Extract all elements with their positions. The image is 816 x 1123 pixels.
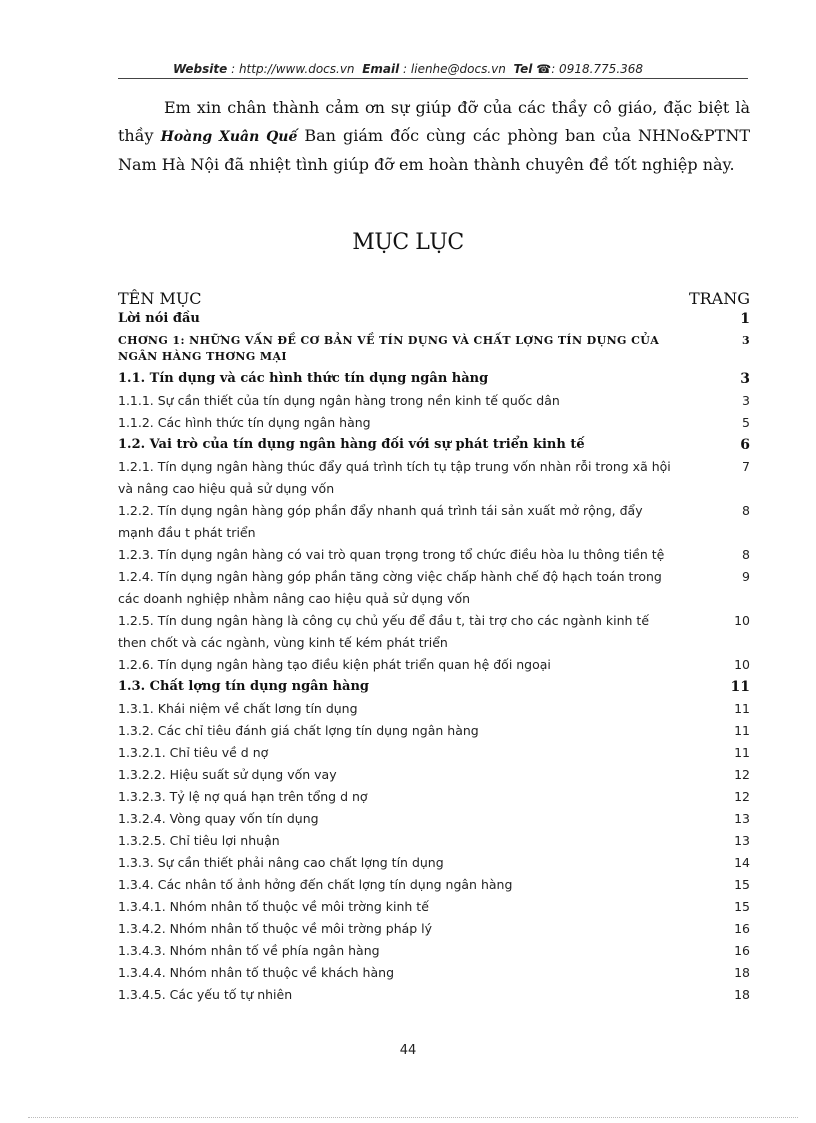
toc-header-right: TRANG — [688, 289, 750, 308]
toc-entry-title: 1.1.2. Các hình thức tín dụng ngân hàng — [118, 415, 371, 430]
toc-header-row — [118, 286, 750, 308]
toc-entry — [118, 412, 750, 434]
toc-entry-title: 1.3.2.3. Tỷ lệ nợ quá hạn trên tổng d nợ — [118, 789, 368, 804]
toc-entry — [118, 742, 750, 764]
toc-entry — [118, 368, 750, 390]
toc-entry-title: 1.3.4.4. Nhóm nhân tố thuộc về khách hàng — [118, 965, 395, 980]
toc-entry-page: 11 — [734, 701, 750, 716]
toc-entry-title: 1.3.4. Các nhân tố ảnh hởng đến chất lợng tín dụng ngân hàng — [118, 877, 513, 892]
toc-entry-title: 1.2. Vai trò của tín dụng ngân hàng đối với sự phát triển kinh tế — [118, 437, 585, 452]
toc-entry — [118, 984, 750, 1006]
toc-entry-page: 13 — [734, 811, 750, 826]
toc-entry-page: 11 — [734, 723, 750, 738]
toc-entry — [118, 786, 750, 808]
toc-entry-page: 15 — [734, 877, 750, 892]
email-value: : lienhe@docs.vn — [403, 62, 506, 76]
toc-entry-title: 1.3.1. Khái niệm về chất lơng tín dụng — [118, 701, 358, 716]
tel-value: : 0918.775.368 — [551, 62, 644, 76]
toc-entry-title: 1.3.2.2. Hiệu suất sử dụng vốn vay — [118, 767, 337, 782]
toc-entry-page: 15 — [734, 899, 750, 914]
toc-entry — [118, 896, 750, 918]
toc-entry-page: 12 — [734, 789, 750, 804]
toc-entry-title: 1.3.4.3. Nhóm nhân tố về phía ngân hàng — [118, 943, 380, 958]
toc-entry — [118, 764, 750, 786]
toc-entry — [118, 544, 750, 566]
toc-entry-page: 3 — [741, 334, 750, 347]
toc-entry — [118, 940, 750, 962]
page-bottom-divider — [28, 1117, 798, 1118]
toc-entry-title: 1.2.1. Tín dụng ngân hàng thúc đẩy quá trình tích tụ tập trung vốn nhàn rỗi trong xã hội và nâng cao hiệu quả sử dụng vốn — [118, 459, 671, 496]
intro-text-before: Em xin chân thành cảm ơn sự giúp đỡ của các thầy cô giáo, đặc biệt là thầy — [118, 98, 750, 145]
toc-entry-title: 1.3.2.5. Chỉ tiêu lợi nhuận — [118, 833, 280, 848]
toc-entry — [118, 308, 750, 330]
toc-entry-title: 1.2.3. Tín dụng ngân hàng có vai trò quan trọng trong tổ chức điều hòa lu thông tiền tệ — [118, 547, 665, 562]
toc-title: MỤC LỤC — [352, 230, 464, 255]
toc-entry-title: Lời nói đầu — [118, 311, 200, 326]
advisor-name: Hoàng Xuân Quế — [160, 129, 298, 145]
toc-entry-page: 8 — [742, 547, 750, 562]
toc-entry-title: 1.2.2. Tín dụng ngân hàng góp phần đẩy nhanh quá trình tái sản xuất mở rộng, đẩy mạnh đầu t phát triển — [118, 503, 643, 540]
tel-label: Tel — [513, 62, 533, 76]
toc-entry-page: 8 — [742, 503, 750, 518]
toc-entry-page: 12 — [734, 767, 750, 782]
toc-entry — [118, 830, 750, 852]
website-label: Website — [172, 62, 228, 76]
toc-entry — [118, 852, 750, 874]
toc-entry-title: 1.3. Chất lợng tín dụng ngân hàng — [118, 679, 369, 694]
toc-entry-title: 1.3.2. Các chỉ tiêu đánh giá chất lợng tín dụng ngân hàng — [118, 723, 479, 738]
toc-entry-title: 1.3.2.4. Vòng quay vốn tín dụng — [118, 811, 319, 826]
phone-icon: ☎ — [536, 62, 552, 76]
toc-entry-page: 16 — [734, 921, 750, 936]
page-header — [0, 62, 816, 76]
website-value: : http://www.docs.vn — [231, 62, 355, 76]
toc-entry-page: 14 — [734, 855, 750, 870]
toc-header-left: TÊN MỤC — [118, 289, 202, 308]
toc-entry-page: 6 — [740, 437, 750, 453]
toc-entry — [118, 874, 750, 896]
toc-entry — [118, 676, 750, 698]
toc-entry-page: 5 — [742, 415, 750, 430]
toc-entry-title: 1.2.6. Tín dụng ngân hàng tạo điều kiện phát triển quan hệ đối ngoại — [118, 657, 551, 672]
toc-entry-title: 1.3.4.5. Các yếu tố tự nhiên — [118, 987, 293, 1002]
toc-entry-title: 1.1.1. Sự cần thiết của tín dụng ngân hàng trong nền kinh tế quốc dân — [118, 393, 560, 408]
toc-entry-page: 18 — [734, 987, 750, 1002]
acknowledgement-paragraph — [118, 94, 750, 179]
toc-entry-title: 1.3.2.1. Chỉ tiêu về d nợ — [118, 745, 269, 760]
toc-entry — [118, 330, 750, 368]
toc-entries — [118, 308, 750, 1006]
toc-entry-page: 3 — [740, 371, 750, 387]
toc-entry-page: 10 — [734, 613, 750, 628]
toc-entry-page: 11 — [734, 745, 750, 760]
toc-entry-title: 1.3.4.2. Nhóm nhân tố thuộc về môi trờng pháp lý — [118, 921, 433, 936]
toc-entry — [118, 918, 750, 940]
toc-entry-page: 18 — [734, 965, 750, 980]
toc-entry-page: 7 — [742, 459, 750, 474]
toc-entry — [118, 962, 750, 984]
toc-entry — [118, 654, 750, 676]
toc-entry-title: 1.3.4.1. Nhóm nhân tố thuộc về môi trờng kinh tế — [118, 899, 429, 914]
toc-entry-page: 11 — [730, 679, 750, 695]
page-number: 44 — [399, 1043, 417, 1058]
email-label: Email — [362, 62, 400, 76]
intro-text-after: Ban giám đốc cùng các phòng ban của NHNo&PTNT Nam Hà Nội đã nhiệt tình giúp đỡ em hoàn thành chuyên đề tốt nghiệp này. — [118, 126, 750, 174]
toc-entry — [118, 456, 750, 500]
toc-entry-title: CHƠNG 1: NHỮNG VẤN ĐỀ CƠ BẢN VỀ TÍN DỤNG VÀ CHẤT LỢNG TÍN DỤNG CỦA NGÂN HÀNG THƠNG MẠI — [118, 334, 660, 363]
table-of-contents — [118, 286, 750, 1006]
toc-entry-title: 1.1. Tín dụng và các hình thức tín dụng ngân hàng — [118, 371, 489, 386]
toc-entry — [118, 500, 750, 544]
toc-entry-title: 1.2.4. Tín dụng ngân hàng góp phần tăng cờng việc chấp hành chế độ hạch toán trong các doanh nghiệp nhằm nâng cao hiệu quả sử dụng vốn — [118, 569, 662, 606]
toc-entry-page: 3 — [742, 393, 750, 408]
toc-entry — [118, 610, 750, 654]
toc-entry — [118, 566, 750, 610]
toc-entry-title: 1.3.3. Sự cần thiết phải nâng cao chất lợng tín dụng — [118, 855, 444, 870]
toc-entry — [118, 720, 750, 742]
toc-entry-title: 1.2.5. Tín dung ngân hàng là công cụ chủ yếu để đầu t, tài trợ cho các ngành kinh tế then chốt và các ngành, vùng kinh tế kém phát triển — [118, 613, 650, 650]
toc-entry-page: 16 — [734, 943, 750, 958]
toc-entry — [118, 434, 750, 456]
toc-entry-page: 10 — [734, 657, 750, 672]
toc-entry — [118, 698, 750, 720]
header-divider — [118, 78, 748, 79]
toc-entry-page: 9 — [742, 569, 750, 584]
toc-entry-page: 1 — [740, 311, 750, 327]
toc-entry — [118, 808, 750, 830]
toc-entry — [118, 390, 750, 412]
toc-entry-page: 13 — [734, 833, 750, 848]
